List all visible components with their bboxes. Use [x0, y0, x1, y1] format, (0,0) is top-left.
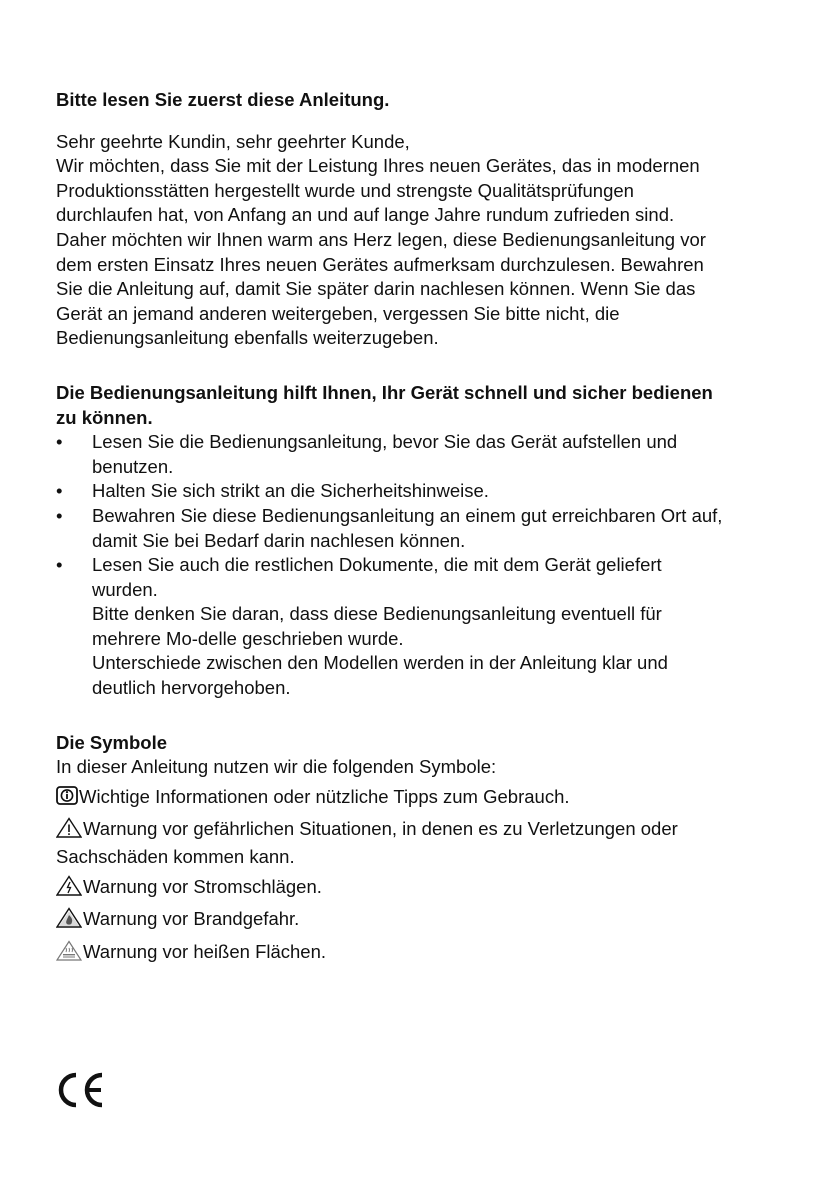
intro-line: durchlaufen hat, von Anfang an und auf lange Jahre rundum zufrieden sind. [56, 204, 675, 226]
continuation-line: Bitte denken Sie daran, dass diese Bedienungsanleitung eventuell für [92, 603, 662, 625]
hot-surface-warning-icon [56, 940, 82, 968]
intro-line: dem ersten Einsatz Ihres neuen Gerätes aufmerksam durchzulesen. Bewahren [56, 253, 704, 275]
bullet-list [56, 430, 786, 602]
symbol-electric [56, 875, 786, 903]
bullet-text: benutzen. [92, 455, 174, 477]
heading-symbols: Die Symbole [56, 731, 168, 753]
bullet-text: Halten Sie sich strikt an die Sicherheitshinweise. [92, 480, 489, 502]
manual-page [56, 88, 786, 967]
intro-line: Sehr geehrte Kundin, sehr geehrter Kunde, [56, 130, 410, 152]
list-item [56, 504, 786, 553]
bullet-continuation [56, 602, 786, 700]
symbol-text: Warnung vor heißen Flächen. [83, 940, 327, 962]
intro-line: Sie die Anleitung auf, damit Sie später darin nachlesen können. Wenn Sie das [56, 278, 696, 300]
intro-paragraph [56, 130, 786, 351]
symbol-text: Warnung vor Stromschlägen. [83, 875, 322, 897]
continuation-line: Unterschiede zwischen den Modellen werden in der Anleitung klar und [92, 652, 668, 674]
symbols-intro: In dieser Anleitung nutzen wir die folgenden Symbole: [56, 756, 497, 778]
intro-line: Produktionsstätten hergestellt wurde und strengste Qualitätsprüfungen [56, 179, 634, 201]
symbol-text: Warnung vor gefährlichen Situationen, in denen es zu Verletzungen oder [83, 818, 678, 840]
symbol-text: Warnung vor Brandgefahr. [83, 908, 300, 930]
fire-warning-icon [56, 907, 82, 935]
heading-read-first: Bitte lesen Sie zuerst diese Anleitung. [56, 89, 390, 110]
manual-help-section [56, 381, 786, 701]
list-item [56, 553, 786, 602]
bullet-text: Bewahren Sie diese Bedienungsanleitung an einem gut erreichbaren Ort auf, [92, 504, 723, 526]
warning-icon [56, 817, 82, 845]
bullet-text: damit Sie bei Bedarf darin nachlesen können. [92, 529, 466, 551]
symbol-fire [56, 907, 786, 935]
bullet-text: Lesen Sie auch die restlichen Dokumente, die mit dem Gerät geliefert [92, 554, 662, 576]
symbol-warning [56, 817, 786, 869]
continuation-line: deutlich hervorgehoben. [92, 677, 291, 699]
symbol-info [56, 785, 786, 813]
symbols-section [56, 731, 786, 968]
symbol-text: Sachschäden kommen kann. [56, 846, 295, 868]
bullet-dot: • [56, 480, 63, 502]
bullet-dot: • [56, 431, 63, 453]
intro-line: Gerät an jemand anderen weitergeben, vergessen Sie bitte nicht, die [56, 302, 620, 324]
heading-manual-help: Die Bedienungsanleitung hilft Ihnen, Ihr Gerät schnell und sicher bedienen [56, 381, 713, 403]
continuation-line: mehrere Mo-delle geschrieben wurde. [92, 627, 404, 649]
info-icon [56, 786, 78, 813]
symbol-text: Wichtige Informationen oder nützliche Tipps zum Gebrauch. [79, 785, 570, 807]
bullet-text: Lesen Sie die Bedienungsanleitung, bevor Sie das Gerät aufstellen und [92, 431, 678, 453]
bullet-dot: • [56, 504, 63, 526]
bullet-text: wurden. [92, 578, 158, 600]
intro-line: Bedienungsanleitung ebenfalls weiterzugeben. [56, 327, 439, 349]
electric-shock-warning-icon [56, 875, 82, 903]
ce-mark-logo [54, 1070, 106, 1117]
list-item [56, 479, 786, 504]
symbol-hot-surface [56, 940, 786, 968]
list-item [56, 430, 786, 479]
bullet-dot: • [56, 554, 63, 576]
intro-line: Wir möchten, dass Sie mit der Leistung Ihres neuen Gerätes, das in modernen [56, 155, 700, 177]
heading-manual-help-cont: zu können. [56, 406, 153, 428]
intro-line: Daher möchten wir Ihnen warm ans Herz legen, diese Bedienungsanleitung vor [56, 228, 706, 250]
